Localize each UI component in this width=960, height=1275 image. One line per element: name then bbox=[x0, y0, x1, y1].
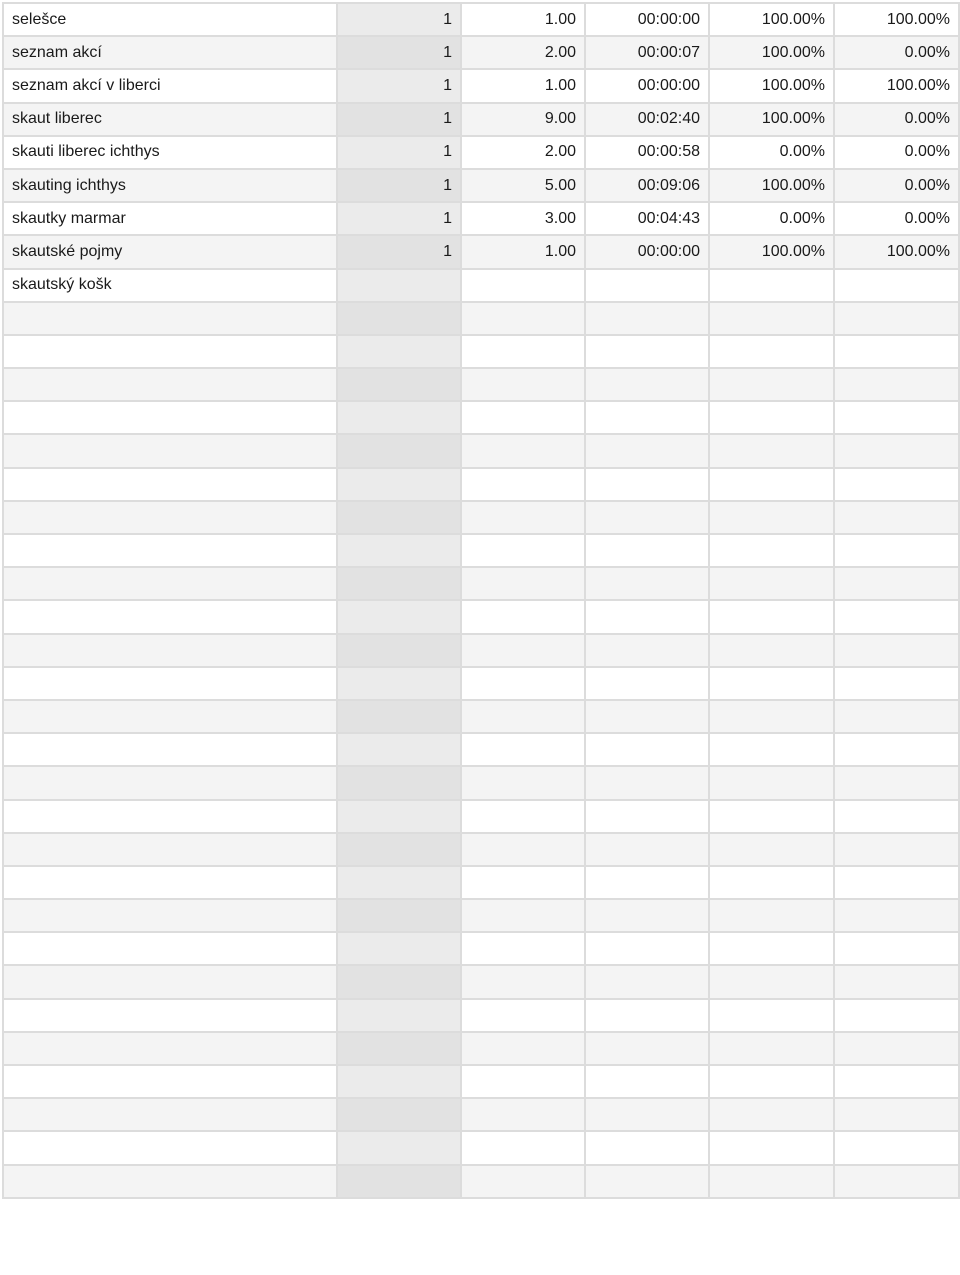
query-cell: seznam akcí bbox=[3, 36, 337, 69]
new-visits-cell bbox=[709, 634, 834, 667]
pages-per-visit-cell bbox=[461, 999, 585, 1032]
pages-per-visit-cell bbox=[461, 1165, 585, 1198]
query-cell bbox=[3, 800, 337, 833]
avg-duration-cell bbox=[585, 1131, 709, 1164]
query-cell bbox=[3, 766, 337, 799]
avg-duration-cell bbox=[585, 501, 709, 534]
avg-duration-cell bbox=[585, 634, 709, 667]
pages-per-visit-cell bbox=[461, 600, 585, 633]
new-visits-cell bbox=[709, 1131, 834, 1164]
query-cell bbox=[3, 434, 337, 467]
query-cell bbox=[3, 965, 337, 998]
pages-per-visit-cell: 2.00 bbox=[461, 136, 585, 169]
query-cell bbox=[3, 932, 337, 965]
avg-duration-cell bbox=[585, 700, 709, 733]
bounce-rate-cell bbox=[834, 534, 959, 567]
bounce-rate-cell bbox=[834, 567, 959, 600]
visits-cell bbox=[337, 667, 461, 700]
avg-duration-cell bbox=[585, 766, 709, 799]
avg-duration-cell bbox=[585, 899, 709, 932]
pages-per-visit-cell: 9.00 bbox=[461, 103, 585, 136]
bounce-rate-cell bbox=[834, 999, 959, 1032]
query-cell bbox=[3, 600, 337, 633]
query-cell bbox=[3, 733, 337, 766]
query-cell bbox=[3, 999, 337, 1032]
visits-cell bbox=[337, 534, 461, 567]
avg-duration-cell: 00:00:00 bbox=[585, 3, 709, 36]
new-visits-cell bbox=[709, 401, 834, 434]
table-row bbox=[3, 202, 959, 235]
pages-per-visit-cell: 1.00 bbox=[461, 69, 585, 102]
avg-duration-cell bbox=[585, 866, 709, 899]
new-visits-cell bbox=[709, 1065, 834, 1098]
visits-cell bbox=[337, 800, 461, 833]
new-visits-cell: 100.00% bbox=[709, 36, 834, 69]
query-cell bbox=[3, 1032, 337, 1065]
bounce-rate-cell bbox=[834, 766, 959, 799]
new-visits-cell bbox=[709, 534, 834, 567]
table-row bbox=[3, 103, 959, 136]
query-cell: skauti liberec ichthys bbox=[3, 136, 337, 169]
visits-cell bbox=[337, 269, 461, 302]
pages-per-visit-cell bbox=[461, 965, 585, 998]
visits-cell bbox=[337, 501, 461, 534]
pages-per-visit-cell bbox=[461, 833, 585, 866]
table-row bbox=[3, 235, 959, 268]
bounce-rate-cell: 0.00% bbox=[834, 169, 959, 202]
pages-per-visit-cell bbox=[461, 667, 585, 700]
avg-duration-cell bbox=[585, 534, 709, 567]
pages-per-visit-cell bbox=[461, 1065, 585, 1098]
pages-per-visit-cell bbox=[461, 899, 585, 932]
pages-per-visit-cell bbox=[461, 534, 585, 567]
query-cell bbox=[3, 1131, 337, 1164]
avg-duration-cell: 00:00:00 bbox=[585, 69, 709, 102]
bounce-rate-cell: 0.00% bbox=[834, 103, 959, 136]
pages-per-visit-cell bbox=[461, 1098, 585, 1131]
table-row bbox=[3, 1165, 959, 1198]
pages-per-visit-cell bbox=[461, 1032, 585, 1065]
table-row bbox=[3, 800, 959, 833]
pages-per-visit-cell bbox=[461, 766, 585, 799]
visits-cell bbox=[337, 335, 461, 368]
query-cell: skautky marmar bbox=[3, 202, 337, 235]
new-visits-cell bbox=[709, 368, 834, 401]
table-row bbox=[3, 302, 959, 335]
visits-cell: 1 bbox=[337, 3, 461, 36]
query-cell: skaut liberec bbox=[3, 103, 337, 136]
bounce-rate-cell bbox=[834, 302, 959, 335]
avg-duration-cell bbox=[585, 965, 709, 998]
query-cell bbox=[3, 567, 337, 600]
bounce-rate-cell: 100.00% bbox=[834, 3, 959, 36]
new-visits-cell bbox=[709, 667, 834, 700]
query-cell: skautský košk bbox=[3, 269, 337, 302]
avg-duration-cell: 00:00:00 bbox=[585, 235, 709, 268]
visits-cell bbox=[337, 1098, 461, 1131]
pages-per-visit-cell bbox=[461, 501, 585, 534]
bounce-rate-cell bbox=[834, 1131, 959, 1164]
new-visits-cell bbox=[709, 866, 834, 899]
avg-duration-cell bbox=[585, 667, 709, 700]
pages-per-visit-cell: 1.00 bbox=[461, 3, 585, 36]
new-visits-cell bbox=[709, 335, 834, 368]
query-cell bbox=[3, 667, 337, 700]
visits-cell bbox=[337, 401, 461, 434]
query-cell bbox=[3, 534, 337, 567]
bounce-rate-cell bbox=[834, 368, 959, 401]
pages-per-visit-cell: 1.00 bbox=[461, 235, 585, 268]
pages-per-visit-cell bbox=[461, 866, 585, 899]
bounce-rate-cell bbox=[834, 833, 959, 866]
table-row bbox=[3, 700, 959, 733]
avg-duration-cell bbox=[585, 368, 709, 401]
visits-cell bbox=[337, 1032, 461, 1065]
new-visits-cell: 0.00% bbox=[709, 136, 834, 169]
table-row bbox=[3, 434, 959, 467]
visits-cell bbox=[337, 733, 461, 766]
avg-duration-cell bbox=[585, 932, 709, 965]
query-cell bbox=[3, 700, 337, 733]
table-row bbox=[3, 36, 959, 69]
pages-per-visit-cell: 5.00 bbox=[461, 169, 585, 202]
bounce-rate-cell bbox=[834, 932, 959, 965]
pages-per-visit-cell bbox=[461, 634, 585, 667]
new-visits-cell bbox=[709, 932, 834, 965]
bounce-rate-cell: 100.00% bbox=[834, 235, 959, 268]
bounce-rate-cell bbox=[834, 401, 959, 434]
pages-per-visit-cell: 2.00 bbox=[461, 36, 585, 69]
table-row bbox=[3, 766, 959, 799]
new-visits-cell: 100.00% bbox=[709, 103, 834, 136]
avg-duration-cell: 00:00:58 bbox=[585, 136, 709, 169]
avg-duration-cell bbox=[585, 600, 709, 633]
avg-duration-cell: 00:00:07 bbox=[585, 36, 709, 69]
new-visits-cell: 100.00% bbox=[709, 3, 834, 36]
avg-duration-cell bbox=[585, 1065, 709, 1098]
visits-cell bbox=[337, 468, 461, 501]
new-visits-cell bbox=[709, 600, 834, 633]
table-row bbox=[3, 899, 959, 932]
table-row bbox=[3, 401, 959, 434]
visits-cell bbox=[337, 634, 461, 667]
query-cell bbox=[3, 899, 337, 932]
visits-cell bbox=[337, 1131, 461, 1164]
pages-per-visit-cell bbox=[461, 302, 585, 335]
visits-cell: 1 bbox=[337, 69, 461, 102]
table-row bbox=[3, 634, 959, 667]
bounce-rate-cell bbox=[834, 965, 959, 998]
table-row bbox=[3, 1098, 959, 1131]
bounce-rate-cell: 0.00% bbox=[834, 36, 959, 69]
bounce-rate-cell bbox=[834, 335, 959, 368]
bounce-rate-cell bbox=[834, 733, 959, 766]
bounce-rate-cell bbox=[834, 1165, 959, 1198]
visits-cell bbox=[337, 866, 461, 899]
bounce-rate-cell bbox=[834, 800, 959, 833]
pages-per-visit-cell bbox=[461, 401, 585, 434]
table-row bbox=[3, 667, 959, 700]
bounce-rate-cell bbox=[834, 866, 959, 899]
table-row bbox=[3, 866, 959, 899]
new-visits-cell: 100.00% bbox=[709, 69, 834, 102]
query-cell bbox=[3, 368, 337, 401]
visits-cell: 1 bbox=[337, 202, 461, 235]
visits-cell bbox=[337, 1165, 461, 1198]
table-row bbox=[3, 335, 959, 368]
pages-per-visit-cell bbox=[461, 368, 585, 401]
bounce-rate-cell: 0.00% bbox=[834, 136, 959, 169]
visits-cell bbox=[337, 833, 461, 866]
bounce-rate-cell bbox=[834, 269, 959, 302]
table-row bbox=[3, 600, 959, 633]
new-visits-cell bbox=[709, 800, 834, 833]
visits-cell bbox=[337, 965, 461, 998]
query-cell bbox=[3, 335, 337, 368]
new-visits-cell bbox=[709, 965, 834, 998]
table-row bbox=[3, 534, 959, 567]
avg-duration-cell bbox=[585, 434, 709, 467]
avg-duration-cell bbox=[585, 468, 709, 501]
pages-per-visit-cell bbox=[461, 733, 585, 766]
avg-duration-cell bbox=[585, 999, 709, 1032]
bounce-rate-cell bbox=[834, 600, 959, 633]
table-row bbox=[3, 932, 959, 965]
query-cell bbox=[3, 833, 337, 866]
avg-duration-cell bbox=[585, 833, 709, 866]
table-row bbox=[3, 501, 959, 534]
avg-duration-cell: 00:04:43 bbox=[585, 202, 709, 235]
query-cell: skauting ichthys bbox=[3, 169, 337, 202]
new-visits-cell bbox=[709, 269, 834, 302]
table-row bbox=[3, 368, 959, 401]
table-row bbox=[3, 269, 959, 302]
table-row bbox=[3, 3, 959, 36]
query-cell: selešce bbox=[3, 3, 337, 36]
pages-per-visit-cell bbox=[461, 800, 585, 833]
bounce-rate-cell bbox=[834, 700, 959, 733]
table-row bbox=[3, 965, 959, 998]
visits-cell: 1 bbox=[337, 235, 461, 268]
visits-cell bbox=[337, 700, 461, 733]
new-visits-cell bbox=[709, 700, 834, 733]
avg-duration-cell bbox=[585, 567, 709, 600]
table-body bbox=[3, 3, 959, 1198]
new-visits-cell bbox=[709, 567, 834, 600]
avg-duration-cell bbox=[585, 302, 709, 335]
pages-per-visit-cell bbox=[461, 567, 585, 600]
visits-cell: 1 bbox=[337, 169, 461, 202]
bounce-rate-cell bbox=[834, 1065, 959, 1098]
table-row bbox=[3, 1065, 959, 1098]
bounce-rate-cell bbox=[834, 1098, 959, 1131]
pages-per-visit-cell bbox=[461, 335, 585, 368]
query-cell bbox=[3, 468, 337, 501]
new-visits-cell: 100.00% bbox=[709, 235, 834, 268]
table-row bbox=[3, 733, 959, 766]
avg-duration-cell bbox=[585, 1032, 709, 1065]
pages-per-visit-cell bbox=[461, 700, 585, 733]
table-row bbox=[3, 468, 959, 501]
avg-duration-cell bbox=[585, 733, 709, 766]
table-row bbox=[3, 1032, 959, 1065]
table-row bbox=[3, 999, 959, 1032]
new-visits-cell bbox=[709, 1032, 834, 1065]
visits-cell bbox=[337, 999, 461, 1032]
bounce-rate-cell bbox=[834, 434, 959, 467]
new-visits-cell bbox=[709, 501, 834, 534]
pages-per-visit-cell bbox=[461, 269, 585, 302]
table-row bbox=[3, 567, 959, 600]
pages-per-visit-cell bbox=[461, 1131, 585, 1164]
new-visits-cell bbox=[709, 434, 834, 467]
visits-cell bbox=[337, 932, 461, 965]
query-cell bbox=[3, 866, 337, 899]
bounce-rate-cell bbox=[834, 1032, 959, 1065]
pages-per-visit-cell bbox=[461, 434, 585, 467]
pages-per-visit-cell bbox=[461, 468, 585, 501]
pages-per-visit-cell bbox=[461, 932, 585, 965]
query-cell bbox=[3, 1065, 337, 1098]
visits-cell: 1 bbox=[337, 103, 461, 136]
visits-cell: 1 bbox=[337, 36, 461, 69]
visits-cell bbox=[337, 1065, 461, 1098]
table-row bbox=[3, 136, 959, 169]
table-row bbox=[3, 833, 959, 866]
bounce-rate-cell bbox=[834, 899, 959, 932]
bounce-rate-cell bbox=[834, 468, 959, 501]
avg-duration-cell: 00:09:06 bbox=[585, 169, 709, 202]
query-cell bbox=[3, 401, 337, 434]
visits-cell bbox=[337, 368, 461, 401]
new-visits-cell bbox=[709, 899, 834, 932]
avg-duration-cell: 00:02:40 bbox=[585, 103, 709, 136]
visits-cell bbox=[337, 567, 461, 600]
query-cell bbox=[3, 501, 337, 534]
bounce-rate-cell bbox=[834, 501, 959, 534]
new-visits-cell bbox=[709, 468, 834, 501]
visits-cell bbox=[337, 600, 461, 633]
query-cell bbox=[3, 1165, 337, 1198]
new-visits-cell bbox=[709, 1165, 834, 1198]
query-cell bbox=[3, 302, 337, 335]
table-row bbox=[3, 169, 959, 202]
avg-duration-cell bbox=[585, 401, 709, 434]
visits-cell bbox=[337, 434, 461, 467]
new-visits-cell bbox=[709, 733, 834, 766]
new-visits-cell bbox=[709, 999, 834, 1032]
avg-duration-cell bbox=[585, 269, 709, 302]
new-visits-cell bbox=[709, 833, 834, 866]
table-row bbox=[3, 1131, 959, 1164]
query-cell: seznam akcí v liberci bbox=[3, 69, 337, 102]
new-visits-cell: 100.00% bbox=[709, 169, 834, 202]
pages-per-visit-cell: 3.00 bbox=[461, 202, 585, 235]
bounce-rate-cell bbox=[834, 634, 959, 667]
new-visits-cell bbox=[709, 302, 834, 335]
bounce-rate-cell: 100.00% bbox=[834, 69, 959, 102]
visits-cell bbox=[337, 302, 461, 335]
visits-cell: 1 bbox=[337, 136, 461, 169]
query-cell: skautské pojmy bbox=[3, 235, 337, 268]
visits-cell bbox=[337, 766, 461, 799]
new-visits-cell: 0.00% bbox=[709, 202, 834, 235]
new-visits-cell bbox=[709, 766, 834, 799]
bounce-rate-cell bbox=[834, 667, 959, 700]
avg-duration-cell bbox=[585, 800, 709, 833]
bounce-rate-cell: 0.00% bbox=[834, 202, 959, 235]
keyword-stats-table bbox=[2, 2, 960, 1199]
avg-duration-cell bbox=[585, 1098, 709, 1131]
avg-duration-cell bbox=[585, 1165, 709, 1198]
table-row bbox=[3, 69, 959, 102]
visits-cell bbox=[337, 899, 461, 932]
query-cell bbox=[3, 1098, 337, 1131]
new-visits-cell bbox=[709, 1098, 834, 1131]
query-cell bbox=[3, 634, 337, 667]
avg-duration-cell bbox=[585, 335, 709, 368]
